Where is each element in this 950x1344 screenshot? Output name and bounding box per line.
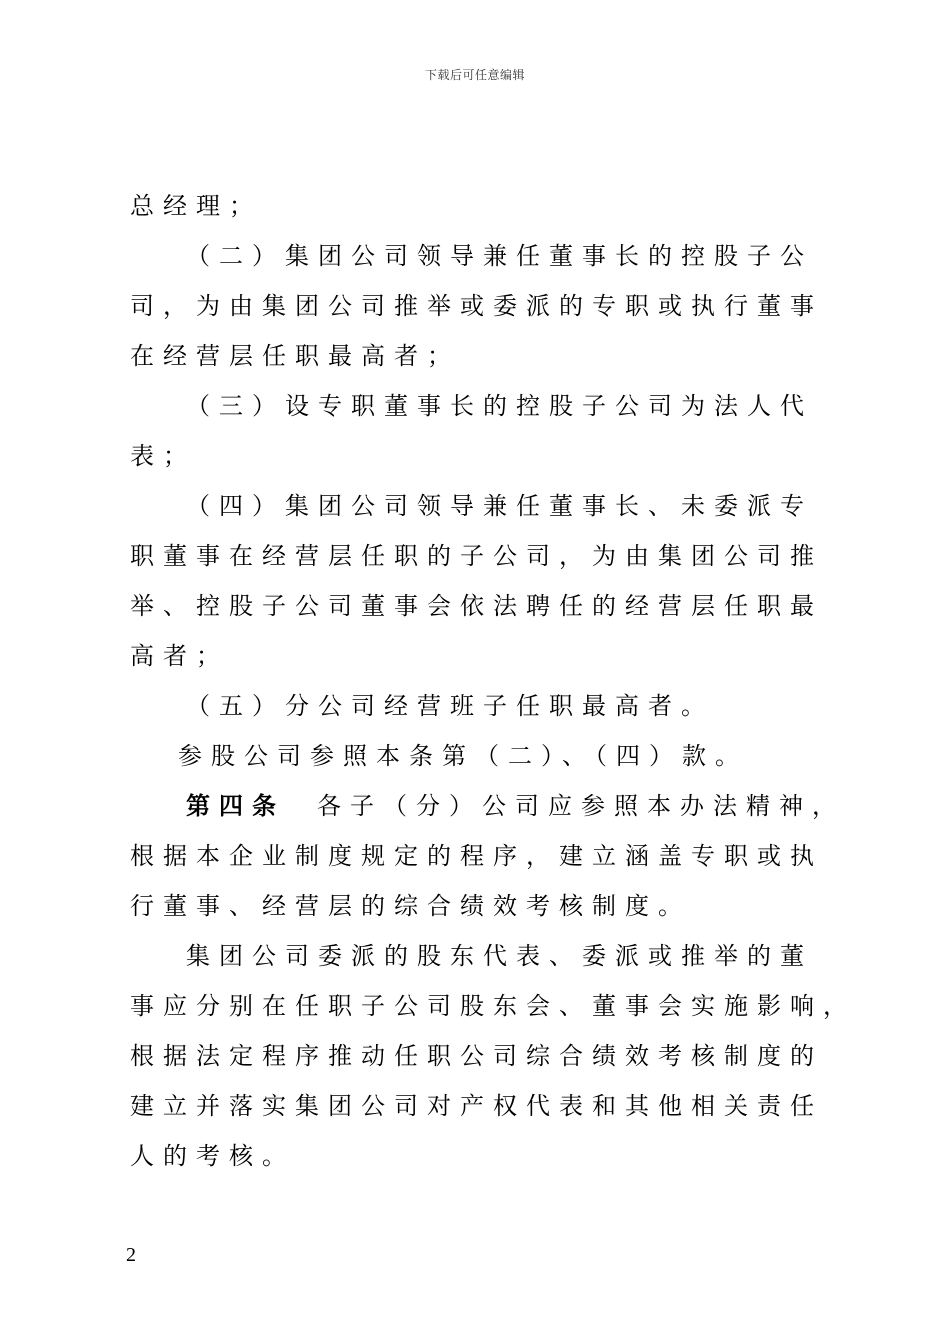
text-line: 司，为由集团公司推举或委派的专职或执行董事 (130, 292, 823, 320)
text-line: 参股公司参照本条第（二）、（四）款。 (178, 742, 748, 770)
text-line: 根据法定程序推动任职公司综合绩效考核制度的 (130, 1042, 823, 1070)
article-label: 第四条 (186, 791, 285, 820)
text-line: 集团公司委派的股东代表、委派或推举的董 (186, 942, 813, 970)
article-text: 各子（分）公司应参照本办法精神， (317, 792, 845, 820)
text-line: （四）集团公司领导兼任董事长、未委派专 (186, 492, 813, 520)
text-line: 根据本企业制度规定的程序，建立涵盖专职或执 (130, 842, 823, 870)
page-number: 2 (126, 1244, 136, 1266)
text-line: 人的考核。 (130, 1142, 295, 1170)
text-line: 总经理； (130, 192, 262, 220)
text-line: （三）设专职董事长的控股子公司为法人代 (186, 392, 813, 420)
page-header: 下载后可任意编辑 (424, 68, 525, 82)
text-line: 行董事、经营层的综合绩效考核制度。 (130, 892, 691, 920)
text-line: （五）分公司经营班子任职最高者。 (186, 692, 714, 720)
text-line: 举、控股子公司董事会依法聘任的经营层任职最 (130, 592, 823, 620)
text-line: 在经营层任职最高者； (130, 342, 460, 370)
text-line: （二）集团公司领导兼任董事长的控股子公 (186, 242, 813, 270)
article-line (130, 786, 845, 836)
text-line: 表； (130, 442, 196, 470)
document-body (130, 186, 856, 1186)
text-line: 事应分别在任职子公司股东会、董事会实施影响， (130, 992, 856, 1020)
text-line: 建立并落实集团公司对产权代表和其他相关责任 (130, 1092, 823, 1120)
text-line: 高者； (130, 642, 229, 670)
text-line: 职董事在经营层任职的子公司，为由集团公司推 (130, 542, 823, 570)
